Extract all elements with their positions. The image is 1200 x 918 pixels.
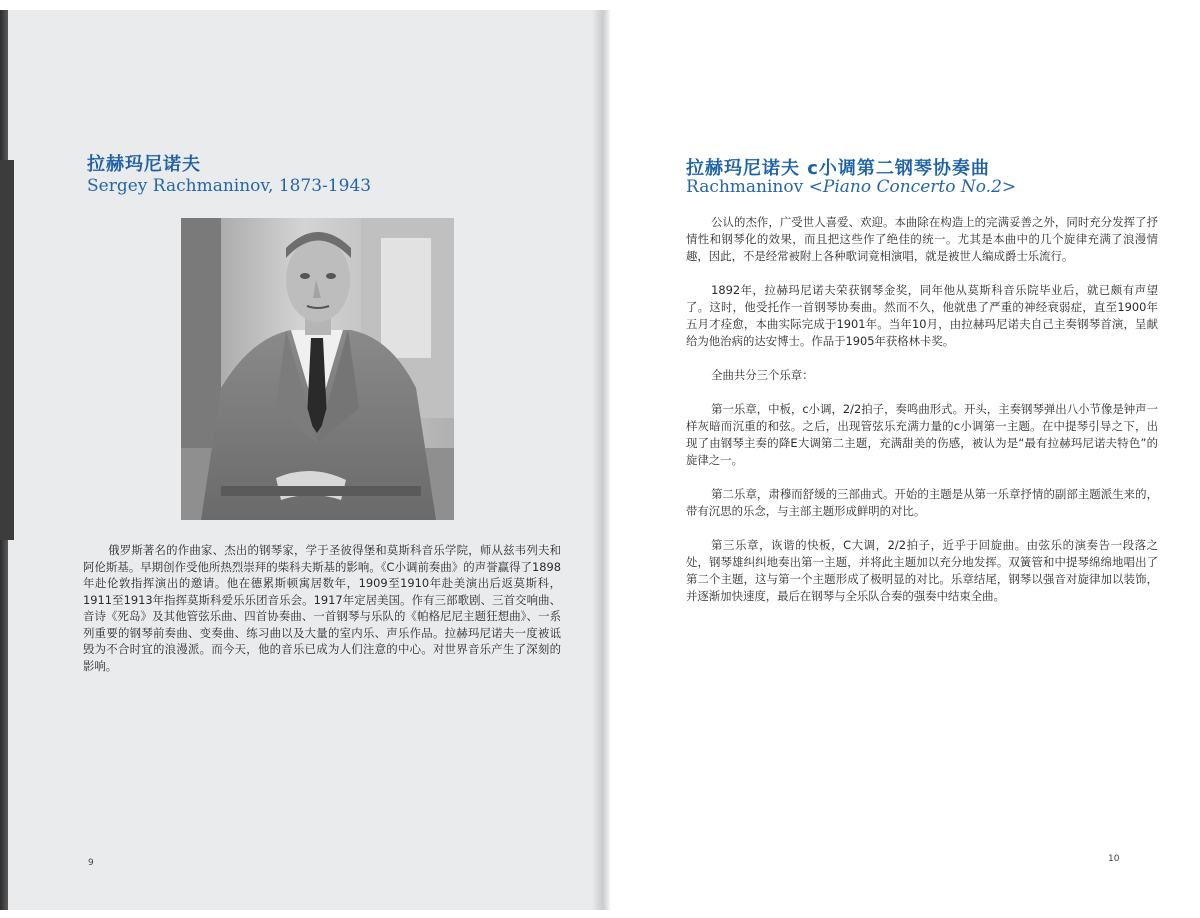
page-number-right: 10 xyxy=(1108,854,1120,864)
cover-edge xyxy=(0,160,14,540)
paragraph-history: 1892年，拉赫玛尼诺夫荣获钢琴金奖，同年他从莫斯科音乐院毕业后，就已颇有声望了。这时，他受托作一首钢琴协奏曲。然而不久，他就患了严重的神经衰弱症，直至1900年五月才痊愈，本曲实际完成于1901年。当年10月，由拉赫玛尼诺夫自己主奏钢琴首演，呈献给为他治病的达安博士。作品于1905年获格林卡奖。 xyxy=(686,283,1158,348)
biography-text xyxy=(83,542,561,674)
book-gutter xyxy=(592,10,610,910)
portrait-photo xyxy=(181,218,454,520)
paragraph-movement-3: 第三乐章，诙谐的快板，C大调，2/2拍子，近乎于回旋曲。由弦乐的演奏告一段落之处，钢琴雄纠纠地奏出第一主题，并将此主题加以充分地发挥。双簧管和中提琴绵绵地唱出了第二个主题，这与第一个主题形成了极明显的对比。乐章结尾，钢琴以强音对旋律加以装饰，并逐渐加快速度，最后在钢琴与全乐队合奏的强奏中结束全曲。 xyxy=(686,538,1158,603)
left-title-zh: 拉赫玛尼诺夫 xyxy=(87,154,201,175)
right-title-en xyxy=(686,177,1016,197)
right-title-zh: 拉赫玛尼诺夫 c小调第二钢琴协奏曲 xyxy=(686,158,990,179)
paragraph-structure: 全曲共分三个乐章： xyxy=(711,368,814,382)
right-title-en-work: <Piano Concerto No.2> xyxy=(808,177,1017,197)
paragraph-intro: 公认的杰作，广受世人喜爱、欢迎。本曲除在构造上的完满妥善之外，同时充分发挥了抒情性和钢琴化的效果，而且把这些作了绝佳的统一。尤其是本曲中的几个旋律充满了浪漫情趣，因此，不是经常被附上各种歌词竟相演唱，就是被世人编成爵士乐流行。 xyxy=(686,215,1158,263)
left-title-en: Sergey Rachmaninov, 1873-1943 xyxy=(87,176,372,196)
right-title-en-composer: Rachmaninov xyxy=(686,177,809,197)
paragraph-movement-1: 第一乐章，中板，c小调，2/2拍子，奏鸣曲形式。开头，主奏钢琴弹出八小节像是钟声一样灰暗而沉重的和弦。之后，出现管弦乐充满力量的c小调第一主题。在中提琴引导之下，出现了由钢琴主奏的降E大调第二主题，充满甜美的伤感，被认为是“最有拉赫玛尼诺夫特色”的旋律之一。 xyxy=(686,402,1158,467)
concerto-description xyxy=(686,214,1158,622)
paragraph-movement-2: 第二乐章，肃穆而舒缓的三部曲式。开始的主题是从第一乐章抒情的副部主题派生来的，带有沉思的乐念，与主部主题形成鲜明的对比。 xyxy=(686,487,1158,518)
page-number-left: 9 xyxy=(88,858,94,868)
biography-paragraph: 俄罗斯著名的作曲家、杰出的钢琴家，学于圣彼得堡和莫斯科音乐学院，师从兹韦列夫和阿伦斯基。早期创作受他所热烈崇拜的柴科夫斯基的影响。《C小调前奏曲》的声誉赢得了1898年赴伦敦指挥演出的邀请。他在德累斯顿寓居数年，1909至1910年赴美演出后返莫斯科，1911至1913年指挥莫斯科爱乐乐团音乐会。1917年定居美国。作有三部歌剧、三首交响曲、音诗《死岛》及其他管弦乐曲、四首协奏曲、一首钢琴与乐队的《帕格尼尼主题狂想曲》、一系列重要的钢琴前奏曲、变奏曲、练习曲以及大量的室内乐、声乐作品。拉赫玛尼诺夫一度被诋毁为不合时宜的浪漫派。而今天，他的音乐已成为人们注意的中心。对世界音乐产生了深刻的影响。 xyxy=(83,543,561,673)
portrait-illustration xyxy=(181,218,454,520)
